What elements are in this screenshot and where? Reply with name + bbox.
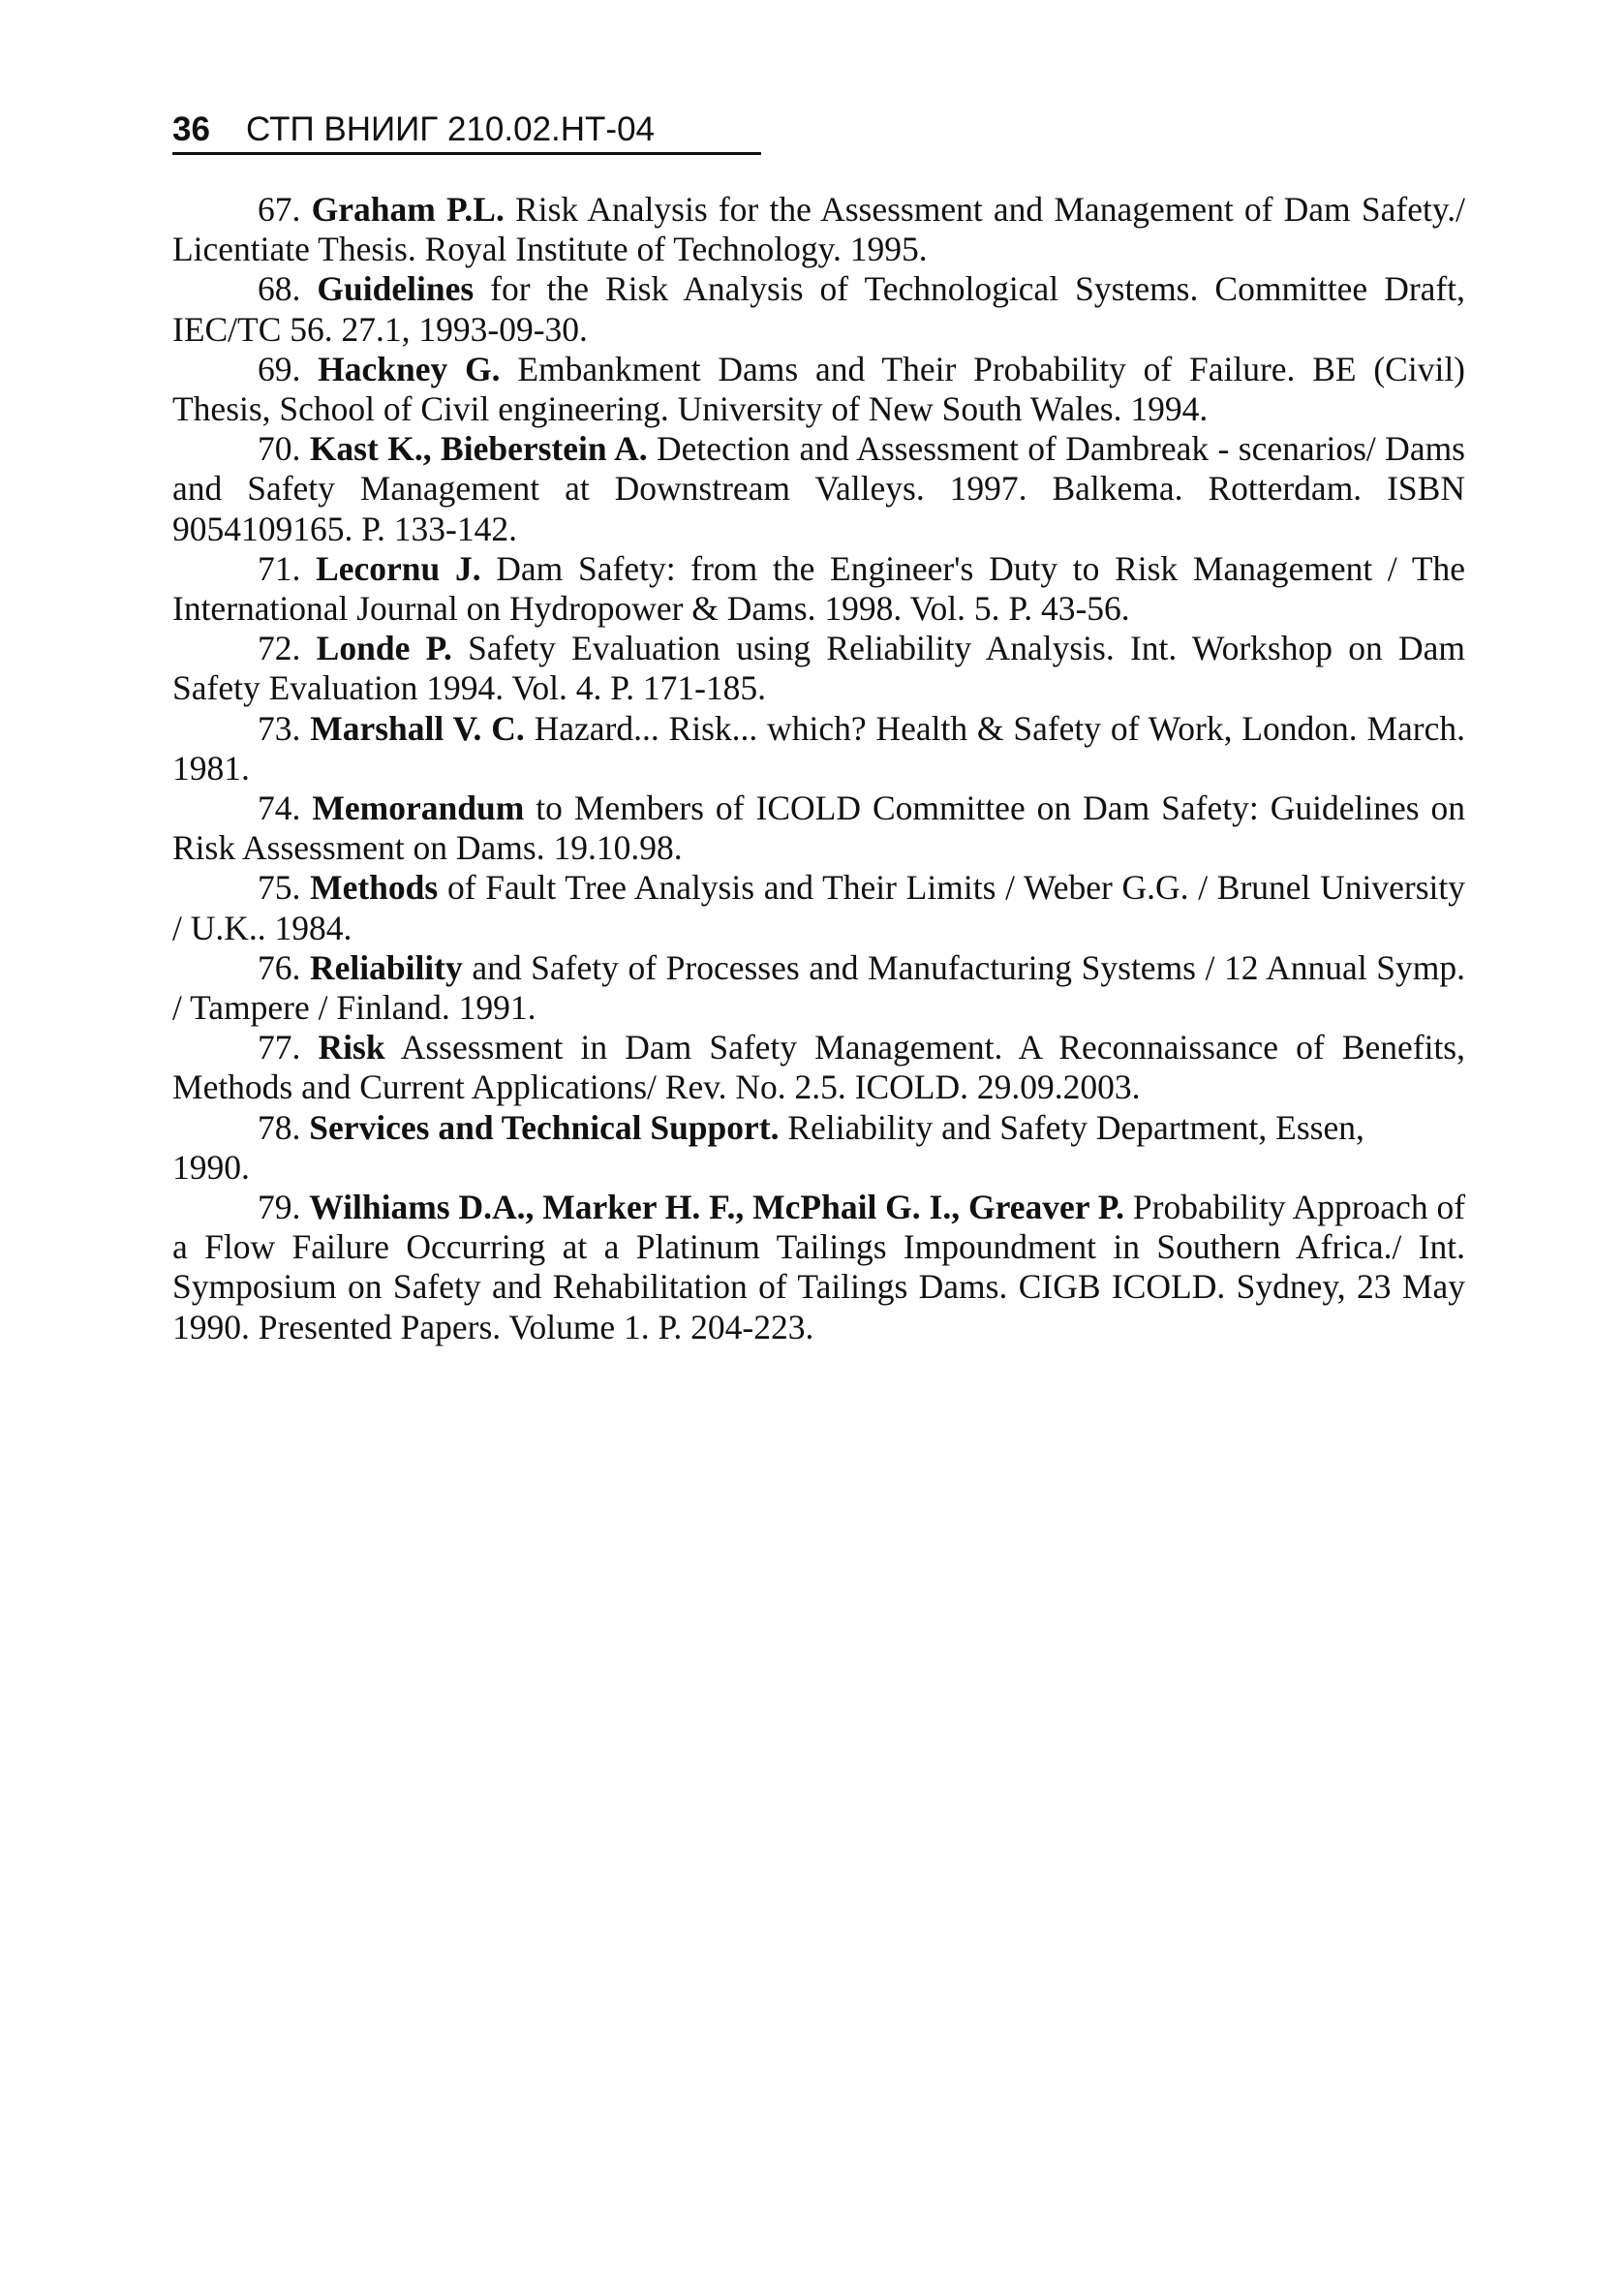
reference-author: Kast K., Bieberstein A. (309, 429, 648, 469)
reference-number: 76. (258, 947, 301, 987)
reference-text: Detection and Assessment of Dambreak - scenarios/ Dams and Safety Management at Downstream Valleys. 1997. Balkema. Rotterdam. ISBN 9054109165. P. 133-142. (172, 429, 1465, 548)
reference-text: Dam Safety: from the Engineer's Duty to Risk Management / The International Journal on Hydropower & Dams. 1998. Vol. 5. P. 43-56. (172, 548, 1466, 629)
reference-number: 73. (258, 708, 301, 748)
reference-number: 68. (258, 269, 301, 309)
reference-text: to Members of ICOLD Committee on Dam Safety: Guidelines on Risk Assessment on Dams. 19.10.98. (172, 789, 1465, 868)
reference-item (172, 948, 1465, 1028)
reference-author: Guidelines (317, 269, 475, 309)
reference-author: Lecornu J. (316, 548, 481, 588)
document-code: СТП ВНИИГ 210.02.НТ-04 (246, 110, 655, 148)
reference-number: 77. (258, 1028, 301, 1067)
reference-author: Marshall V. C. (310, 708, 525, 748)
reference-number: 71. (258, 548, 301, 588)
reference-item (172, 789, 1465, 868)
reference-item (172, 350, 1465, 429)
reference-item (172, 1108, 1465, 1188)
page-header (172, 110, 761, 155)
reference-author: Wilhiams D.A., Marker H. F., McPhail G. I., Greaver P. (309, 1188, 1125, 1227)
reference-text: of Fault Tree Analysis and Their Limits / Weber G.G. / Brunel University / U.K.. 1984. (172, 868, 1466, 947)
reference-number: 67. (258, 190, 301, 229)
reference-author: Methods (310, 868, 439, 908)
reference-item (172, 429, 1465, 549)
reference-number: 74. (258, 789, 301, 828)
reference-text: and Safety of Processes and Manufacturing Systems / 12 Annual Symp. / Tampere / Finland. 1991. (172, 947, 1465, 1028)
reference-number: 72. (258, 629, 301, 668)
reference-item (172, 629, 1465, 708)
reference-author: Graham P.L. (311, 190, 505, 229)
reference-number: 69. (258, 349, 301, 388)
reference-number: 79. (258, 1188, 301, 1227)
reference-text: for the Risk Analysis of Technological Systems. Committee Draft, IEC/TC 56. 27.1, 1993-09-30. (172, 269, 1465, 349)
reference-item (172, 1188, 1465, 1347)
reference-text: Probability Approach of a Flow Failure Occurring at a Platinum Tailings Impoundment in Southern Africa./ Int. Symposium on Safety and Rehabilitation of Tailings Dams. CIGB ICOLD. Sydney, 23 May 1990. Presented Papers. Volume 1. P. 204-223. (172, 1188, 1466, 1346)
reference-author: Reliability (309, 947, 463, 987)
reference-text: Hazard... Risk... which? Health & Safety of Work, London. March. 1981. (172, 708, 1466, 788)
reference-author: Londe P. (316, 629, 452, 668)
reference-text: Reliability and Safety Department, Essen, (779, 1107, 1364, 1147)
reference-author: Services and Technical Support. (309, 1107, 780, 1147)
reference-author: Risk (318, 1028, 385, 1067)
reference-number: 75. (258, 868, 301, 908)
reference-list (172, 190, 1465, 1347)
page-number: 36 (172, 110, 210, 148)
reference-text: Embankment Dams and Their Probability of Failure. BE (Civil) Thesis, School of Civil engineering. University of New South Wales. 1994. (172, 349, 1466, 429)
reference-item (172, 269, 1465, 349)
reference-item (172, 549, 1465, 629)
reference-item (172, 190, 1465, 269)
reference-text: Assessment in Dam Safety Management. A Reconnaissance of Benefits, Methods and Current Applications/ Rev. No. 2.5. ICOLD. 29.09.2003. (172, 1028, 1465, 1107)
reference-item (172, 1028, 1465, 1107)
reference-author: Memorandum (312, 789, 525, 828)
reference-text: Safety Evaluation using Reliability Analysis. Int. Workshop on Dam Safety Evaluation 1994. Vol. 4. P. 171-185. (172, 629, 1466, 708)
reference-number: 78. (258, 1107, 301, 1147)
reference-text: Risk Analysis for the Assessment and Management of Dam Safety./ Licentiate Thesis. Royal Institute of Technology. 1995. (172, 190, 1466, 269)
reference-author: Hackney G. (318, 349, 501, 388)
reference-item (172, 709, 1465, 789)
reference-item (172, 868, 1465, 947)
reference-number: 70. (258, 429, 301, 469)
reference-text-tail: 1990. (172, 1147, 250, 1187)
